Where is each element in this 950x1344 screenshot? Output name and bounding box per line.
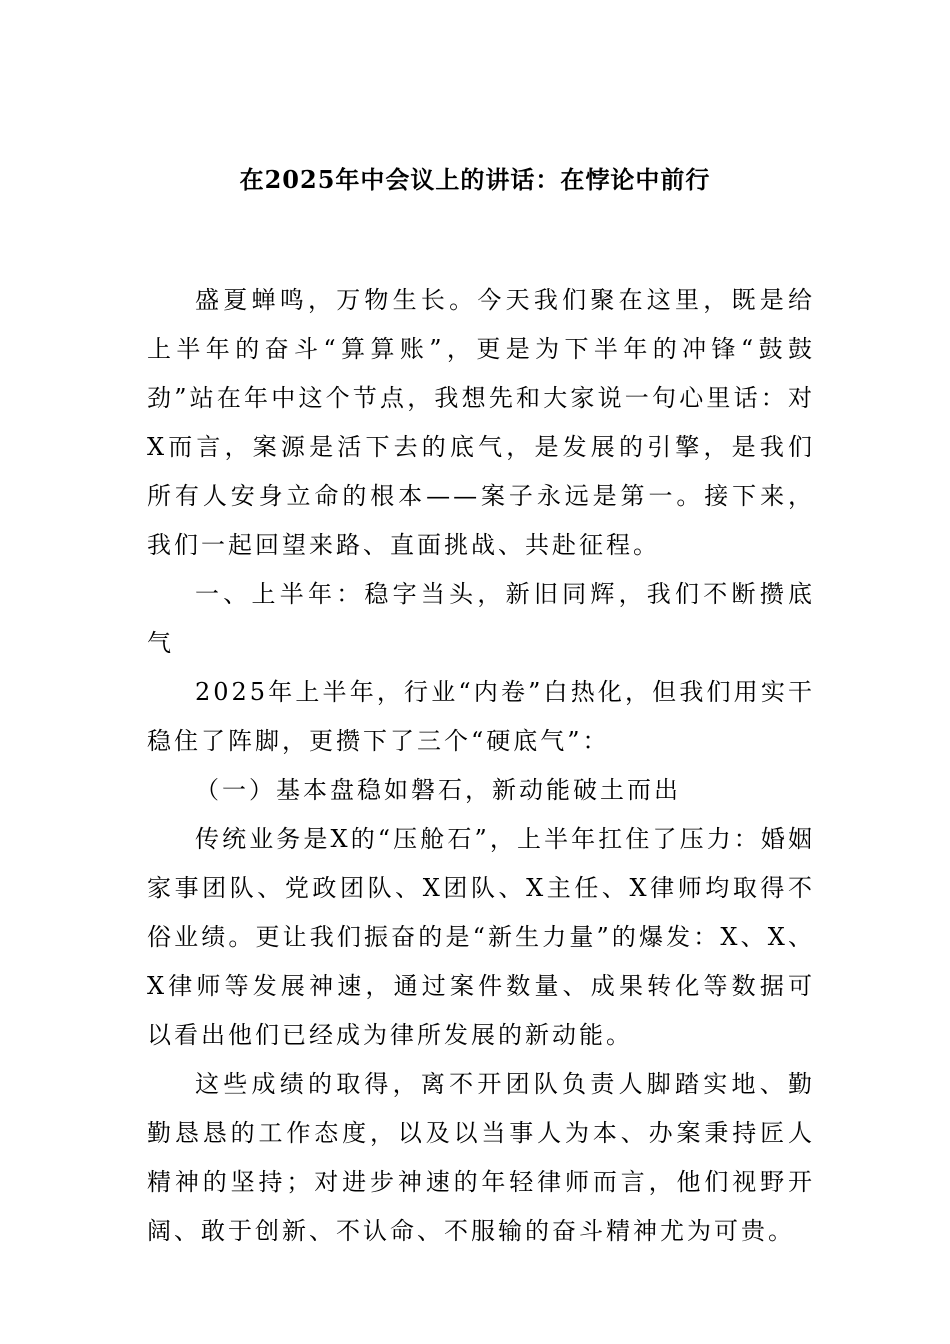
section-heading-1: 一、上半年：稳字当头，新旧同辉，我们不断攒底气 [147, 580, 815, 657]
subsection-heading-1: （一）基本盘稳如磐石，新动能破土而出 [195, 776, 681, 804]
document-body [147, 276, 815, 1256]
paragraph-opening: 盛夏蝉鸣，万物生长。今天我们聚在这里，既是给上半年的奋斗“算算账”，更是为下半年的冲锋“鼓鼓劲”站在年中这个节点，我想先和大家说一句心里话：对X而言，案源是活下去的底气，是发展的引擎，是我们所有人安身立命的根本——案子永远是第一。接下来，我们一起回望来路、直面挑战、共赴征程。 [147, 286, 815, 559]
paragraph-section-intro: 2025年上半年，行业“内卷”白热化，但我们用实干稳住了阵脚，更攒下了三个“硬底气”： [147, 678, 815, 755]
paragraph-traditional-business: 传统业务是X的“压舱石”，上半年扛住了压力：婚姻家事团队、党政团队、X团队、X主任、X律师均取得不俗业绩。更让我们振奋的是“新生力量”的爆发：X、X、X律师等发展神速，通过案件数量、成果转化等数据可以看出他们已经成为律所发展的新动能。 [147, 825, 815, 1049]
document-title: 在2025年中会议上的讲话：在悖论中前行 [239, 165, 711, 194]
paragraph-achievements: 这些成绩的取得，离不开团队负责人脚踏实地、勤勤恳恳的工作态度，以及以当事人为本、办案秉持匠人精神的坚持；对进步神速的年轻律师而言，他们视野开阔、敢于创新、不认命、不服输的奋斗精神尤为可贵。 [147, 1070, 815, 1245]
